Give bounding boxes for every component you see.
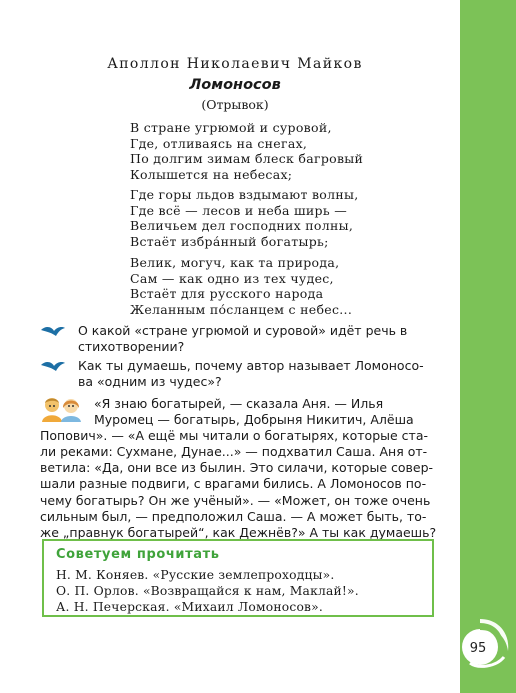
recommended-reading-title: Советуем прочитать bbox=[56, 547, 220, 562]
poem-subtitle: (Отрывок) bbox=[201, 97, 269, 112]
poem-line: Встаёт избра́нный богатырь; bbox=[130, 233, 329, 249]
dialog-line: шали разные подвиги, с врагами бились. А Ломоносов по- bbox=[40, 476, 427, 492]
recommended-book: Н. М. Коняев. «Русские землепроходцы». bbox=[56, 568, 335, 582]
dialog-line: сильным был, — предположил Саша. — А может быть, то- bbox=[40, 508, 427, 524]
poem-author: Аполлон Николаевич Майков bbox=[107, 56, 363, 72]
dialog-line: Попович». — «А ещё мы читали о богатырях, которые ста- bbox=[40, 428, 428, 444]
question-line: стихотворении? bbox=[78, 339, 185, 354]
poem-line: Где, отливаясь на снегах, bbox=[130, 135, 308, 151]
poem-line: Желанным по́сланцем с небес... bbox=[130, 301, 353, 317]
poem-line: По долгим зимам блеск багровый bbox=[130, 151, 364, 166]
poem-stanza-1 bbox=[130, 120, 363, 182]
recommended-reading-box bbox=[42, 539, 434, 617]
question-line: Как ты думаешь, почему автор называет Ломоносо- bbox=[78, 358, 424, 373]
recommended-book: А. Н. Печерская. «Михаил Ломоносов». bbox=[56, 600, 324, 614]
bird-icon bbox=[40, 359, 66, 373]
poem-line: Где горы льдов вздымают волны, bbox=[130, 187, 359, 202]
page-number: 95 bbox=[469, 641, 487, 656]
poem-stanza-3 bbox=[130, 255, 352, 317]
recommended-book: О. П. Орлов. «Возвращайся к нам, Маклай!». bbox=[56, 584, 359, 598]
poem-line: Колышется на небесах; bbox=[130, 166, 293, 182]
question-text bbox=[78, 358, 478, 390]
dialog-line: же „правнук богатырей“, как Дежнёв?» А ты как думаешь? bbox=[40, 524, 437, 540]
dialog-line: Муромец — богатырь, Добрыня Никитич, Алёша bbox=[94, 412, 414, 428]
question-line: ва «одним из чудес»? bbox=[78, 374, 222, 389]
question-text bbox=[78, 323, 478, 355]
poem-line: Велик, могуч, как та природа, bbox=[130, 255, 340, 270]
poem-line: Сам — как одно из тех чудес, bbox=[130, 270, 334, 286]
question-line: О какой «стране угрюмой и суровой» идёт речь в bbox=[78, 323, 408, 338]
poem-stanza-2 bbox=[130, 187, 359, 249]
poem-line: Величьем дел господних полны, bbox=[130, 218, 354, 233]
dialog-line: ветила: «Да, они все из былин. Это силачи, которые совер- bbox=[40, 460, 434, 476]
poem-line: Встаёт для русского народа bbox=[130, 286, 324, 301]
poem-title: Ломоносов bbox=[189, 77, 281, 93]
bird-icon bbox=[40, 324, 66, 338]
dialog-line: «Я знаю богатырей, — сказала Аня. — Илья bbox=[94, 396, 384, 411]
poem-line: Где всё — лесов и неба ширь — bbox=[130, 202, 348, 218]
dialog-line: чему богатырь? Он же учёный». — «Может, он тоже очень bbox=[40, 492, 431, 508]
dialog-text bbox=[40, 396, 438, 541]
poem-line: В стране угрюмой и суровой, bbox=[130, 120, 332, 135]
dialog-line: ли реками: Сухмане, Дунае...» — подхватил Саша. Аня от- bbox=[40, 444, 428, 460]
